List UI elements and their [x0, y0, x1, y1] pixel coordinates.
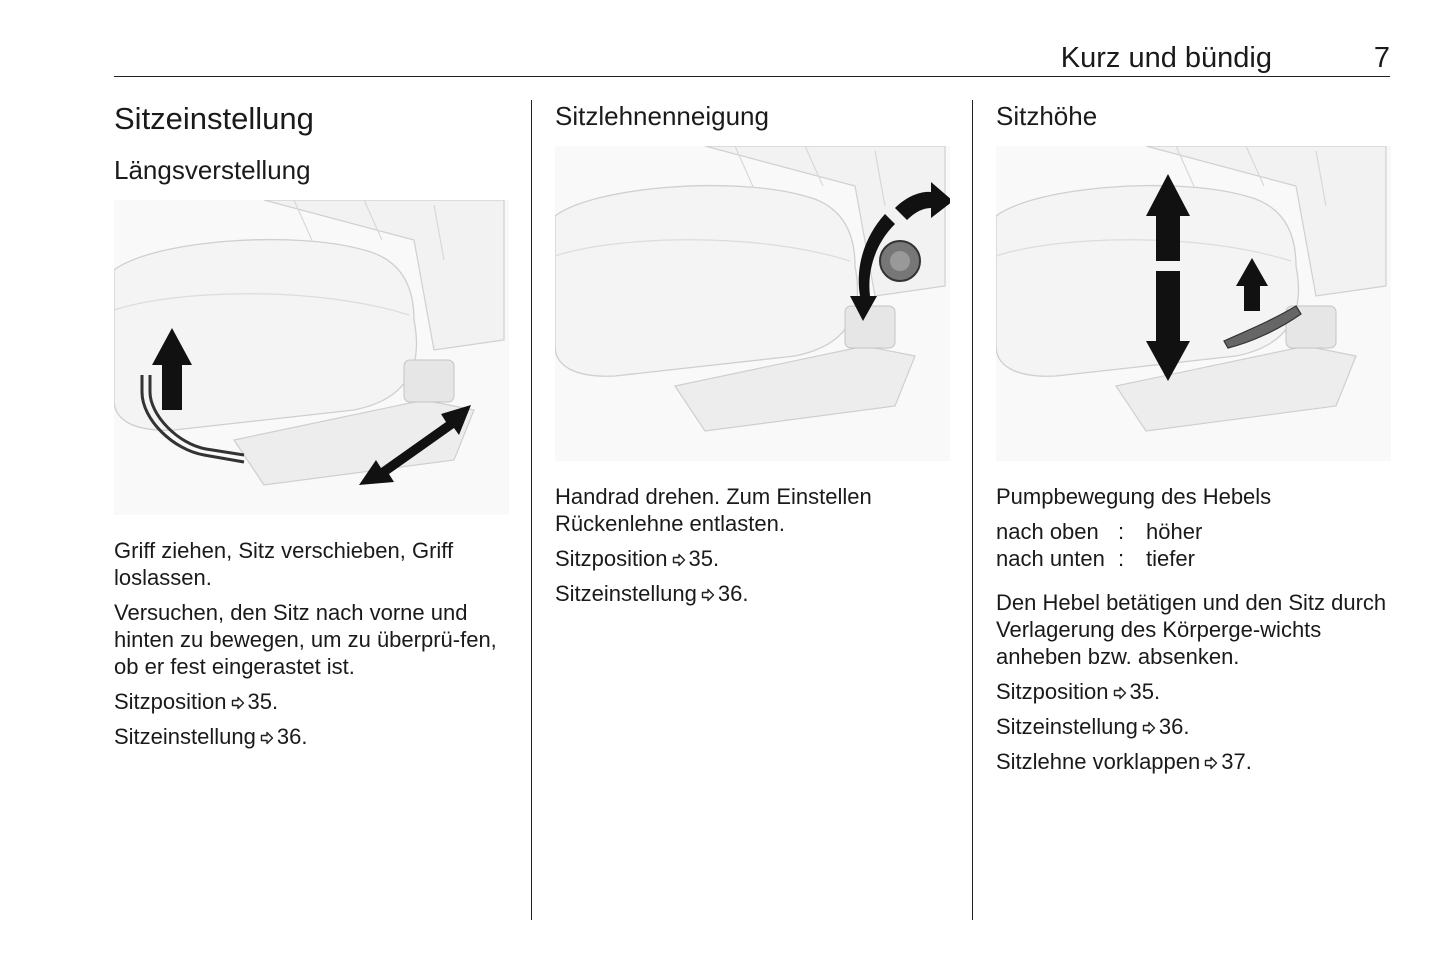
height-options-table: [996, 518, 1202, 572]
option-value: höher: [1146, 519, 1203, 544]
section-title: Sitzlehnenneigung: [555, 101, 769, 131]
arrow-right-icon: [672, 553, 686, 567]
column-divider: [972, 100, 973, 920]
xref-label: Sitzposition: [114, 689, 227, 714]
paragraph: Den Hebel betätigen und den Sitz durch Verlagerung des Körperge-wichts anheben bzw. absenken.: [996, 590, 1387, 669]
arrow-right-icon: [260, 731, 274, 745]
chapter-title: Kurz und bündig: [1060, 42, 1272, 74]
paragraph: Versuchen, den Sitz nach vorne und hinten zu bewegen, um zu überprü-fen, ob er fest eingerastet ist.: [114, 600, 497, 679]
xref-label: Sitzposition: [996, 679, 1109, 704]
xref-page: 35.: [688, 546, 720, 571]
arrow-right-icon: [701, 588, 715, 602]
table-row: [996, 518, 1202, 545]
table-row: [996, 545, 1202, 572]
subsection-title: Längsverstellung: [114, 155, 311, 185]
seat-length-illustration: [114, 200, 509, 515]
paragraph: Griff ziehen, Sitz verschieben, Griff loslassen.: [114, 538, 454, 590]
section-title: Sitzhöhe: [996, 101, 1098, 131]
xref-page: 35.: [247, 689, 279, 714]
arrow-right-icon: [231, 696, 245, 710]
paragraph: Pumpbewegung des Hebels: [996, 484, 1272, 509]
column-seat-height: [996, 100, 1396, 775]
column-divider: [531, 100, 532, 920]
arrow-right-icon: [1113, 686, 1127, 700]
xref-label: Sitzlehne vorklappen: [996, 749, 1201, 774]
cross-reference[interactable]: [996, 748, 1396, 775]
xref-page: 36.: [276, 724, 308, 749]
xref-label: Sitzeinstellung: [555, 581, 697, 606]
xref-page: 35.: [1129, 679, 1161, 704]
page-header: [114, 40, 1390, 77]
column-length-adjust: [114, 100, 514, 750]
cross-reference[interactable]: [996, 713, 1396, 740]
backrest-tilt-illustration: [555, 146, 950, 461]
xref-page: 36.: [717, 581, 749, 606]
arrow-right-icon: [1142, 721, 1156, 735]
option-sep: :: [1118, 546, 1125, 571]
xref-label: Sitzposition: [555, 546, 668, 571]
cross-reference[interactable]: [555, 545, 955, 572]
column-backrest-tilt: [555, 100, 955, 607]
option-value: tiefer: [1146, 546, 1195, 571]
arrow-right-icon: [1204, 756, 1218, 770]
option-key: nach oben: [996, 519, 1099, 544]
seat-height-illustration: [996, 146, 1391, 461]
cross-reference[interactable]: [555, 580, 955, 607]
paragraph: Handrad drehen. Zum Einstellen Rückenlehne entlasten.: [555, 484, 872, 536]
section-title: Sitzeinstellung: [114, 101, 314, 136]
xref-label: Sitzeinstellung: [114, 724, 256, 749]
page-number: 7: [1373, 42, 1390, 74]
cross-reference[interactable]: [996, 678, 1396, 705]
option-key: nach unten: [996, 546, 1105, 571]
cross-reference[interactable]: [114, 688, 514, 715]
xref-page: 37.: [1221, 749, 1252, 774]
cross-reference[interactable]: [114, 723, 514, 750]
option-sep: :: [1118, 519, 1125, 544]
xref-label: Sitzeinstellung: [996, 714, 1138, 739]
xref-page: 36.: [1158, 714, 1190, 739]
